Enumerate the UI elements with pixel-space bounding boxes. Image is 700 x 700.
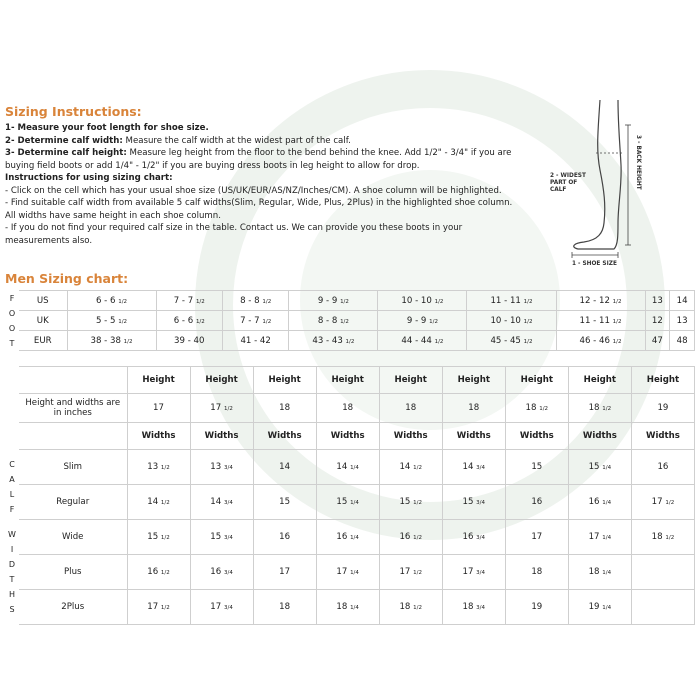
width-cell[interactable]: [505, 590, 568, 625]
width-cell[interactable]: [253, 485, 316, 520]
width-cell[interactable]: [505, 485, 568, 520]
size-fraction: 1/4: [350, 500, 359, 506]
width-cell[interactable]: [568, 555, 631, 590]
size-fraction: 1/2: [665, 500, 675, 506]
size-fraction: 1/4: [350, 465, 359, 471]
size-whole: 15: [399, 497, 411, 507]
size-whole: 17: [651, 497, 663, 507]
foot-label-letter: O: [8, 308, 16, 318]
size-whole: 18: [336, 602, 348, 612]
size-cell[interactable]: [378, 291, 467, 311]
size-cell[interactable]: [156, 291, 222, 311]
size-whole: 19: [588, 602, 600, 612]
size-whole: 11 - 11: [490, 295, 521, 306]
size-fraction: 1/2: [523, 318, 533, 325]
size-whole: 16: [462, 532, 474, 542]
calf-label-letter: F: [9, 505, 15, 514]
size-cell[interactable]: [467, 331, 556, 351]
size-fraction: 1/2: [340, 318, 349, 325]
size-whole: 7 - 7: [173, 295, 194, 306]
size-whole: 17: [153, 403, 164, 413]
size-row-us: [5, 291, 695, 311]
width-type-label: Plus: [19, 555, 127, 590]
height-header: Height: [253, 367, 316, 394]
size-cell[interactable]: [556, 311, 645, 331]
width-cell[interactable]: [190, 590, 253, 625]
calf-widths-vertical-label: [5, 450, 19, 625]
width-cell[interactable]: [442, 555, 505, 590]
widths-header-row: [5, 423, 695, 450]
size-cell[interactable]: [467, 311, 556, 331]
height-values-row: [5, 394, 695, 423]
size-whole: 44 - 44: [401, 335, 432, 346]
height-header: Height: [316, 367, 379, 394]
size-whole: 15: [279, 497, 291, 507]
size-fraction: 1/2: [434, 338, 444, 345]
size-whole: 45 - 45: [490, 335, 521, 346]
size-whole: 18: [588, 567, 600, 577]
widths-header: Widths: [442, 423, 505, 450]
width-cell[interactable]: [190, 520, 253, 555]
size-whole: 18: [525, 403, 537, 413]
size-whole: 48: [676, 335, 688, 346]
width-row-plus: [5, 555, 695, 590]
step-3: 3- Determine calf height: Measure leg height from the floor to the bend behind the knee. Add 1/2" - 3/4" if you are: [5, 148, 512, 158]
size-cell[interactable]: [556, 331, 645, 351]
size-fraction: 1/2: [262, 298, 272, 305]
size-whole: 18: [588, 403, 600, 413]
height-cell[interactable]: [505, 394, 568, 423]
size-cell[interactable]: [222, 311, 288, 331]
size-cell[interactable]: [289, 291, 378, 311]
size-fraction: 3/4: [476, 570, 486, 576]
width-cell[interactable]: [505, 555, 568, 590]
size-cell[interactable]: [67, 291, 156, 311]
size-whole: 10 - 10: [490, 315, 521, 326]
size-fraction: 3/4: [223, 465, 233, 471]
width-cell[interactable]: [379, 520, 442, 555]
size-fraction: 3/4: [476, 465, 486, 471]
height-cell[interactable]: [127, 394, 190, 423]
empty-cell: [5, 423, 19, 450]
width-cell[interactable]: [379, 485, 442, 520]
size-whole: 9 - 9: [317, 295, 338, 306]
size-fraction: 1/2: [340, 298, 349, 305]
size-whole: 14: [399, 462, 411, 472]
size-fraction: 1/2: [160, 605, 170, 611]
width-cell[interactable]: [568, 520, 631, 555]
size-system-label: US: [19, 291, 67, 311]
size-fraction: 1/2: [413, 605, 422, 611]
width-cell[interactable]: [442, 450, 505, 485]
size-fraction: 1/2: [665, 535, 675, 541]
bullet-3-continued: measurements also.: [5, 235, 93, 246]
width-type-label: 2Plus: [19, 590, 127, 625]
size-fraction: 1/4: [602, 500, 612, 506]
calf-label-letter: L: [9, 490, 15, 499]
height-header: Height: [505, 367, 568, 394]
size-fraction: 1/4: [350, 535, 359, 541]
size-whole: 18: [405, 403, 417, 413]
size-cell[interactable]: [645, 291, 670, 311]
size-cell[interactable]: [670, 331, 695, 351]
width-cell[interactable]: [442, 520, 505, 555]
shoe-size-label: 1 - SHOE SIZE: [572, 261, 617, 267]
size-whole: 17: [210, 403, 222, 413]
size-fraction: 1/2: [413, 465, 422, 471]
widths-header: Widths: [127, 423, 190, 450]
size-fraction: 1/2: [345, 338, 355, 345]
size-fraction: 1/2: [539, 406, 549, 412]
size-cell[interactable]: [378, 331, 467, 351]
size-whole: 15: [336, 497, 348, 507]
size-fraction: 3/4: [476, 605, 486, 611]
size-whole: 18: [468, 403, 480, 413]
size-whole: 19: [531, 602, 543, 612]
width-cell[interactable]: [631, 485, 694, 520]
bullet-2: - Find suitable calf width from available 5 calf widths(Slim, Regular, Wide, Plus, 2Plus) in the highlighted shoe column.: [5, 198, 513, 208]
size-whole: 19: [657, 403, 669, 413]
width-cell[interactable]: [190, 485, 253, 520]
size-fraction: 1/2: [612, 338, 622, 345]
size-whole: 17: [462, 567, 474, 577]
calf-label-letter: H: [8, 590, 15, 599]
size-whole: 18: [279, 403, 291, 413]
width-cell[interactable]: [316, 450, 379, 485]
instructions-title: Sizing Instructions:: [5, 104, 142, 119]
width-cell[interactable]: [316, 555, 379, 590]
size-fraction: 1/2: [262, 318, 272, 325]
height-header: Height: [127, 367, 190, 394]
size-system-label: UK: [19, 311, 67, 331]
width-cell[interactable]: [190, 450, 253, 485]
calf-label-letter: D: [8, 560, 16, 569]
size-cell[interactable]: [222, 331, 288, 351]
width-cell[interactable]: [442, 485, 505, 520]
height-header: Height: [379, 367, 442, 394]
width-cell[interactable]: [379, 590, 442, 625]
size-fraction: 3/4: [223, 570, 233, 576]
size-whole: 12: [651, 315, 663, 326]
size-fraction: 1/2: [434, 298, 444, 305]
height-header: Height: [442, 367, 505, 394]
size-fraction: 1/2: [413, 570, 422, 576]
size-fraction: 3/4: [223, 605, 233, 611]
size-cell[interactable]: [645, 311, 670, 331]
size-whole: 16: [336, 532, 348, 542]
size-whole: 14: [279, 462, 291, 472]
width-cell[interactable]: [190, 555, 253, 590]
size-whole: 6 - 6: [95, 295, 116, 306]
size-whole: 13: [676, 315, 688, 326]
size-whole: 8 - 8: [240, 295, 260, 306]
widths-header: Widths: [190, 423, 253, 450]
size-fraction: 1/2: [612, 298, 622, 305]
size-whole: 18: [399, 602, 411, 612]
size-fraction: 1/2: [523, 338, 533, 345]
size-whole: 18: [279, 602, 291, 612]
size-whole: 13: [210, 462, 222, 472]
size-whole: 11 - 11: [579, 315, 610, 326]
size-row-uk: [5, 311, 695, 331]
height-header: Height: [631, 367, 694, 394]
size-fraction: 1/2: [413, 500, 422, 506]
chart-instructions-title: Instructions for using sizing chart:: [5, 173, 173, 183]
step-2: 2- Determine calf width: Measure the calf width at the widest part of the calf.: [5, 135, 351, 146]
width-cell[interactable]: [379, 450, 442, 485]
foot-label-letter: T: [9, 338, 15, 348]
size-whole: 15: [462, 497, 474, 507]
size-whole: 18: [342, 403, 354, 413]
size-fraction: 1/2: [523, 298, 533, 305]
width-row-wide: [5, 520, 695, 555]
size-whole: 16: [588, 497, 600, 507]
size-whole: 18: [651, 532, 663, 542]
size-fraction: 3/4: [223, 535, 233, 541]
size-whole: 7 - 7: [240, 315, 260, 326]
size-cell[interactable]: [156, 331, 222, 351]
size-whole: 12 - 12: [579, 295, 610, 306]
widths-header: Widths: [568, 423, 631, 450]
width-cell[interactable]: [316, 520, 379, 555]
bullet-3: - If you do not find your required calf size in the table. Contact us. We can provide you these boots in your: [5, 223, 463, 233]
size-fraction: 3/4: [476, 500, 486, 506]
height-header-row: [5, 367, 695, 394]
width-cell[interactable]: [127, 555, 190, 590]
size-system-label: EUR: [19, 331, 67, 351]
width-cell[interactable]: [316, 485, 379, 520]
size-whole: 10 - 10: [401, 295, 432, 306]
size-cell[interactable]: [378, 311, 467, 331]
calf-label-letter: W: [8, 530, 16, 539]
size-whole: 39 - 40: [174, 335, 205, 346]
empty-cell: [5, 367, 19, 394]
step-3-continued: buying field boots or add 1/4" - 1/2" if you are buying dress boots in leg height to allow for drop.: [5, 160, 420, 171]
size-fraction: 1/2: [160, 500, 170, 506]
size-fraction: 1/4: [602, 535, 612, 541]
size-whole: 15: [210, 532, 222, 542]
size-whole: 46 - 46: [579, 335, 610, 346]
size-fraction: 1/2: [612, 318, 622, 325]
size-whole: 16: [210, 567, 222, 577]
width-cell[interactable]: [568, 485, 631, 520]
size-row-eur: [5, 331, 695, 351]
width-cell[interactable]: [127, 450, 190, 485]
height-cell[interactable]: [631, 394, 694, 423]
empty-cell: [19, 367, 127, 394]
width-cell[interactable]: [253, 590, 316, 625]
size-fraction: 1/4: [350, 570, 359, 576]
size-fraction: 1/2: [160, 465, 170, 471]
size-whole: 9 - 9: [406, 315, 427, 326]
height-cell[interactable]: [190, 394, 253, 423]
size-whole: 13: [147, 462, 159, 472]
back-height-label: 3 - BACK HEIGHT: [635, 135, 641, 190]
size-cell[interactable]: [222, 291, 288, 311]
size-fraction: 1/4: [350, 605, 359, 611]
size-whole: 14: [336, 462, 348, 472]
bullet-1: - Click on the cell which has your usual shoe size (US/UK/EUR/AS/NZ/Inches/CM). A shoe column will be highlighted.: [5, 185, 502, 196]
height-widths-note: Height and widths are in inches: [19, 394, 127, 423]
size-whole: 16: [531, 497, 543, 507]
size-fraction: 1/2: [160, 535, 170, 541]
chart-title: Men Sizing chart:: [5, 271, 129, 286]
size-cell[interactable]: [645, 331, 670, 351]
size-fraction: 1/4: [602, 465, 612, 471]
width-cell[interactable]: [127, 520, 190, 555]
empty-cell: [19, 423, 127, 450]
size-whole: 16: [279, 532, 291, 542]
widths-header: Widths: [379, 423, 442, 450]
size-whole: 8 - 8: [317, 315, 338, 326]
calf-label-letter: I: [10, 545, 14, 554]
width-cell[interactable]: [505, 520, 568, 555]
width-cell[interactable]: [631, 450, 694, 485]
height-cell[interactable]: [253, 394, 316, 423]
size-whole: 14: [147, 497, 159, 507]
size-whole: 41 - 42: [240, 335, 271, 346]
width-cell[interactable]: [442, 590, 505, 625]
size-whole: 15: [531, 462, 543, 472]
size-cell[interactable]: [670, 311, 695, 331]
size-whole: 13: [651, 295, 663, 306]
boot-measurement-diagram: [548, 95, 678, 275]
size-whole: 15: [147, 532, 159, 542]
size-fraction: 1/2: [223, 406, 233, 412]
size-whole: 16: [147, 567, 159, 577]
width-type-label: Slim: [19, 450, 127, 485]
size-whole: 17: [279, 567, 291, 577]
calf-label-letter: S: [9, 605, 15, 614]
width-cell[interactable]: [568, 590, 631, 625]
size-whole: 5 - 5: [95, 315, 116, 326]
width-cell[interactable]: [568, 450, 631, 485]
size-whole: 17: [336, 567, 348, 577]
size-whole: 43 - 43: [312, 335, 343, 346]
size-whole: 17: [399, 567, 411, 577]
width-cell[interactable]: [379, 555, 442, 590]
shoe-size-table: [5, 290, 695, 351]
step-1: 1- Measure your foot length for shoe size.: [5, 123, 209, 133]
size-fraction: 1/2: [160, 570, 170, 576]
width-cell[interactable]: [253, 520, 316, 555]
widths-header: Widths: [631, 423, 694, 450]
size-fraction: 1/4: [602, 570, 612, 576]
width-cell[interactable]: [505, 450, 568, 485]
height-cell[interactable]: [568, 394, 631, 423]
size-whole: 17: [588, 532, 600, 542]
foot-label-letter: F: [9, 293, 15, 303]
size-whole: 14: [462, 462, 474, 472]
calf-label-letter: [5, 517, 19, 527]
sizing-instructions: [5, 104, 525, 247]
height-cell[interactable]: [379, 394, 442, 423]
foot-label-letter: O: [8, 323, 16, 333]
size-whole: 15: [588, 462, 600, 472]
size-fraction: 3/4: [223, 500, 233, 506]
calf-label-letter: A: [9, 475, 15, 484]
size-whole: 38 - 38: [90, 335, 121, 346]
size-fraction: 1/2: [118, 318, 128, 325]
size-cell[interactable]: [156, 311, 222, 331]
size-fraction: 1/2: [429, 318, 438, 325]
size-whole: 17: [210, 602, 222, 612]
calf-label-letter: C: [9, 460, 15, 469]
foot-vertical-label: [5, 291, 19, 351]
width-cell[interactable]: [631, 590, 694, 625]
size-fraction: 1/2: [195, 318, 205, 325]
size-cell[interactable]: [67, 311, 156, 331]
widths-header: Widths: [505, 423, 568, 450]
widths-header: Widths: [253, 423, 316, 450]
size-fraction: 1/2: [195, 298, 205, 305]
size-whole: 47: [651, 335, 663, 346]
widths-header: Widths: [316, 423, 379, 450]
size-whole: 17: [531, 532, 543, 542]
width-cell[interactable]: [253, 555, 316, 590]
size-whole: 6 - 6: [173, 315, 194, 326]
widest-calf-label: 2 - WIDEST PART OF CALF: [550, 173, 586, 193]
size-cell[interactable]: [670, 291, 695, 311]
width-cell[interactable]: [127, 485, 190, 520]
size-fraction: 1/2: [602, 406, 612, 412]
size-whole: 14: [210, 497, 222, 507]
size-cell[interactable]: [289, 331, 378, 351]
bullet-2-continued: All widths have same height in each shoe column.: [5, 210, 221, 221]
width-row-regular: [5, 485, 695, 520]
size-whole: 14: [676, 295, 688, 306]
size-fraction: 1/4: [602, 605, 612, 611]
size-cell[interactable]: [289, 311, 378, 331]
width-cell[interactable]: [127, 590, 190, 625]
size-cell[interactable]: [556, 291, 645, 311]
width-row-2plus: [5, 590, 695, 625]
width-type-label: Wide: [19, 520, 127, 555]
size-cell[interactable]: [467, 291, 556, 311]
size-fraction: 1/2: [413, 535, 422, 541]
empty-cell: [5, 394, 19, 423]
size-whole: 17: [147, 602, 159, 612]
width-cell[interactable]: [316, 590, 379, 625]
width-row-slim: [5, 450, 695, 485]
width-cell[interactable]: [631, 555, 694, 590]
size-cell[interactable]: [67, 331, 156, 351]
size-fraction: 1/2: [118, 298, 128, 305]
size-fraction: 1/2: [123, 338, 133, 345]
calf-label-letter: T: [9, 575, 15, 584]
width-type-label: Regular: [19, 485, 127, 520]
size-fraction: 3/4: [476, 535, 486, 541]
width-cell[interactable]: [253, 450, 316, 485]
size-whole: 18: [531, 567, 543, 577]
height-cell[interactable]: [442, 394, 505, 423]
height-header: Height: [190, 367, 253, 394]
height-header: Height: [568, 367, 631, 394]
height-cell[interactable]: [316, 394, 379, 423]
size-whole: 18: [462, 602, 474, 612]
size-whole: 16: [657, 462, 669, 472]
width-cell[interactable]: [631, 520, 694, 555]
size-whole: 16: [399, 532, 411, 542]
calf-size-table: [5, 366, 695, 625]
